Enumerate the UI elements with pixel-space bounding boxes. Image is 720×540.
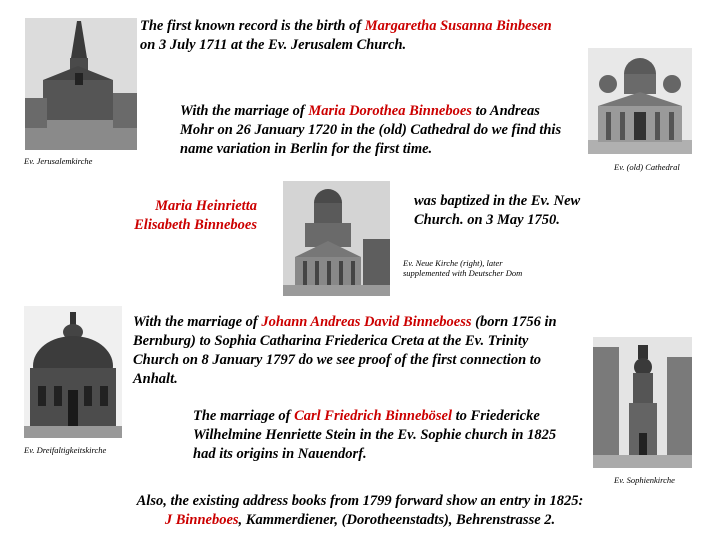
address-books-line1: Also, the existing address books from 1799 forward show an entry in 1825: <box>136 493 584 509</box>
neue-kirche-photo <box>283 181 390 296</box>
trinity-church-illustration <box>24 306 122 438</box>
caption-dreifaltigkeitskirche: Ev. Dreifaltigkeitskirche <box>24 445 107 455</box>
paragraph-birth-record <box>140 17 560 55</box>
neue-kirche-illustration <box>283 181 390 296</box>
person-name-maria-dorothea: Maria Dorothea Binneboes <box>308 103 472 119</box>
caption-old-cathedral: Ev. (old) Cathedral <box>614 162 680 172</box>
person-name-margaretha: Margaretha Susanna Binbesen <box>364 18 552 34</box>
maria-heinrietta-line1: Maria Heinrietta <box>155 198 257 214</box>
person-name-carl-friedrich: Carl Friedrich Binnebösel <box>294 408 453 424</box>
address-books-rest: , Kammerdiener, (Dorotheenstadts), Behrenstrasse 2. <box>238 512 556 528</box>
caption-sophienkirche: Ev. Sophienkirche <box>614 475 675 485</box>
p5-text-b: to Friedericke Wilhelmine Henriette Stein in the Ev. Sophie church in 1825 had its origins in Nauendorf. <box>193 408 557 462</box>
paragraph-address-books <box>60 492 660 530</box>
jerusalem-church-photo <box>25 18 137 150</box>
old-cathedral-photo <box>588 48 692 154</box>
jerusalem-church-illustration <box>25 18 137 150</box>
paragraph-marriage-1720 <box>180 102 575 159</box>
p1-text-a: The first known record is the birth of <box>140 18 365 34</box>
p2-text-a: With the marriage of <box>180 103 309 119</box>
old-cathedral-illustration <box>588 48 692 154</box>
paragraph-marriage-1797 <box>133 313 563 389</box>
trinity-church-photo <box>24 306 122 438</box>
person-name-maria-heinrietta <box>110 197 257 235</box>
paragraph-baptism-1750: was baptized in the Ev. New Church. on 3 May 1750. <box>414 193 581 228</box>
address-books-line2 <box>60 511 660 530</box>
person-name-johann-andreas: Johann Andreas David Binneboess <box>261 314 472 330</box>
caption-jerusalemkirche: Ev. Jerusalemkirche <box>24 156 93 166</box>
p4-text-b: (born 1756 in Bernburg) to Sophia Catharina Friederica Creta at the Ev. Trinity Church on 8 January 1797 do we see proof of the first connection to Anhalt. <box>133 314 557 387</box>
p4-text-a: With the marriage of <box>133 314 262 330</box>
paragraph-marriage-1825 <box>193 407 573 464</box>
sophien-church-photo <box>593 337 692 468</box>
p1-text-b: on 3 July 1711 at the Ev. Jerusalem Church. <box>140 37 407 53</box>
p5-text-a: The marriage of <box>193 408 295 424</box>
maria-heinrietta-line2: Elisabeth Binneboes <box>134 217 257 233</box>
sophien-church-illustration <box>593 337 692 468</box>
caption-neue-kirche: Ev. Neue Kirche (right), later supplemented with Deutscher Dom <box>403 258 523 278</box>
person-name-j-binneboes: J Binneboes <box>164 512 239 528</box>
p2-text-b: to Andreas Mohr on 26 January 1720 in the (old) Cathedral do we find this name variation in Berlin for the first time. <box>180 103 562 157</box>
